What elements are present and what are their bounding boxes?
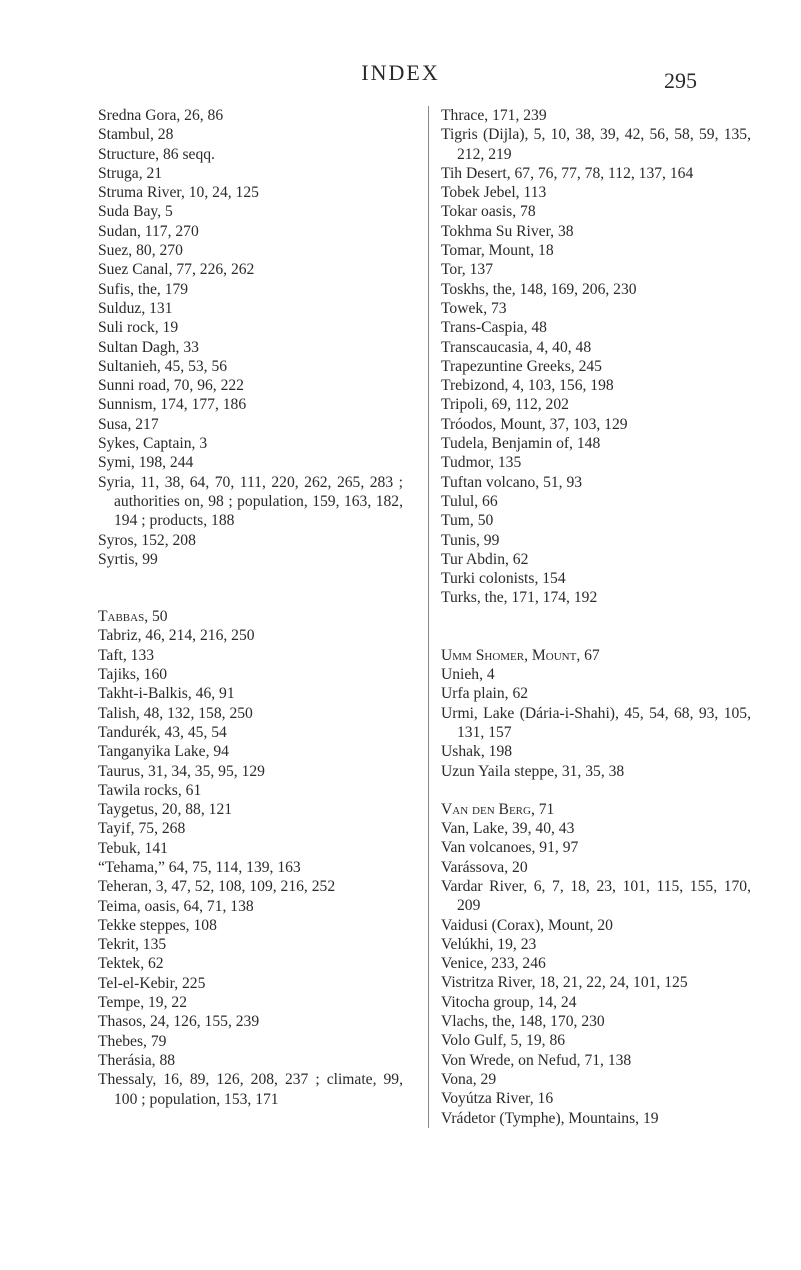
index-entry: Thrace, 171, 239 [441, 107, 547, 124]
index-entry: Urfa plain, 62 [441, 685, 529, 703]
index-entry: Taurus, 31, 34, 35, 95, 129 [98, 762, 265, 780]
index-entry: Structure, 86 seqq. [98, 145, 215, 163]
index-entry: Tayif, 75, 268 [98, 820, 186, 838]
index-entry: Suda Bay, 5 [98, 203, 173, 221]
index-entry: Towek, 73 [441, 299, 507, 317]
index-entry: Tulul, 66 [441, 492, 498, 510]
index-entry: Venice, 233, 246 [441, 955, 546, 973]
section-gap [441, 781, 751, 800]
index-entry: Trans-Caspia, 48 [441, 319, 547, 337]
index-entry: Symi, 198, 244 [98, 454, 194, 472]
index-entry: Tajiks, 160 [98, 666, 168, 684]
index-entry: Tektek, 62 [98, 955, 164, 973]
index-entry: Syria, 11, 38, 64, 70, 111, 220, 262, 265, 283 ; authorities on, 98 ; population, 159, 163, 182, 194 ; products, 188 [98, 473, 403, 530]
index-entry: Tandurék, 43, 45, 54 [98, 723, 227, 741]
index-entry: Vlachs, the, 148, 170, 230 [441, 1013, 605, 1031]
index-entry: Sultanieh, 45, 53, 56 [98, 357, 228, 375]
index-entry: Von Wrede, on Nefud, 71, 138 [441, 1051, 632, 1069]
index-entry: Taft, 133 [98, 646, 155, 664]
index-entry: Taygetus, 20, 88, 121 [98, 801, 233, 819]
index-entry: Sultan Dagh, 33 [98, 338, 199, 356]
index-entry: Tudela, Benjamin of, 148 [441, 435, 601, 453]
index-entry: Tomar, Mount, 18 [441, 242, 554, 260]
index-entry: Vaidusi (Corax), Mount, 20 [441, 916, 613, 934]
index-entry: Suli rock, 19 [98, 319, 179, 337]
section-gap [98, 569, 403, 607]
index-entry: Tabbas, 50 [98, 608, 168, 626]
index-entry: Susa, 217 [98, 415, 159, 433]
index-entry: Umm Shomer, Mount, 67 [441, 646, 600, 664]
index-entry: Toskhs, the, 148, 169, 206, 230 [441, 280, 637, 298]
index-entry: Vistritza River, 18, 21, 22, 24, 101, 125 [441, 974, 688, 992]
index-entry: Sykes, Captain, 3 [98, 435, 208, 453]
index-column-left [98, 106, 403, 1109]
index-entry: Varássova, 20 [441, 858, 528, 876]
page-number: 295 [664, 68, 697, 93]
index-entry: Tokhma Su River, 38 [441, 222, 574, 240]
index-entry: Urmi, Lake (Dária-i-Shahi), 45, 54, 68, 93, 105, 131, 157 [441, 704, 751, 741]
index-entry: Sufis, the, 179 [98, 280, 189, 298]
page-header [0, 60, 801, 100]
index-entry: Struga, 21 [98, 164, 163, 182]
index-entry: Therásia, 88 [98, 1051, 176, 1069]
index-entry: Suez Canal, 77, 226, 262 [98, 261, 255, 279]
index-entry: Thebes, 79 [98, 1032, 167, 1050]
index-entry: “Tehama,” 64, 75, 114, 139, 163 [98, 858, 301, 876]
index-entry: Ushak, 198 [441, 743, 513, 761]
index-entry: Tor, 137 [441, 261, 493, 279]
index-entry: Trapezuntine Greeks, 245 [441, 357, 602, 375]
index-entry: Syros, 152, 208 [98, 531, 196, 549]
index-entry: Talish, 48, 132, 158, 250 [98, 704, 253, 722]
index-entry: Tum, 50 [441, 512, 494, 530]
index-entry: Turks, the, 171, 174, 192 [441, 589, 598, 607]
index-entry: Uzun Yaila steppe, 31, 35, 38 [441, 762, 625, 780]
index-entry: Vitocha group, 14, 24 [441, 993, 577, 1011]
index-entry: Unieh, 4 [441, 666, 495, 684]
index-entry: Syrtis, 99 [98, 550, 158, 568]
index-entry: Thasos, 24, 126, 155, 239 [98, 1013, 260, 1031]
index-entry: Van den Berg, 71 [441, 800, 555, 818]
index-entry: Tebuk, 141 [98, 839, 168, 857]
index-entry: Van volcanoes, 91, 97 [441, 839, 579, 857]
index-entry: Vardar River, 6, 7, 18, 23, 101, 115, 155, 170, 209 [441, 877, 751, 915]
index-entry: Tróodos, Mount, 37, 103, 129 [441, 415, 628, 433]
index-entry: Trebizond, 4, 103, 156, 198 [441, 377, 614, 395]
index-entry: Tripoli, 69, 112, 202 [441, 396, 569, 414]
index-entry: Tudmor, 135 [441, 454, 522, 472]
index-entry: Sunni road, 70, 96, 222 [98, 377, 244, 395]
index-entry: Voyútza River, 16 [441, 1090, 554, 1108]
index-entry: Suez, 80, 270 [98, 242, 183, 260]
index-entry: Struma River, 10, 24, 125 [98, 184, 259, 202]
index-entry: Teima, oasis, 64, 71, 138 [98, 897, 254, 915]
index-entry: Teheran, 3, 47, 52, 108, 109, 216, 252 [98, 878, 336, 896]
index-entry: Vona, 29 [441, 1070, 497, 1088]
index-entry: Tanganyika Lake, 94 [98, 743, 229, 761]
index-entry: Tur Abdin, 62 [441, 550, 529, 568]
index-entry: Stambul, 28 [98, 126, 174, 144]
index-entry: Tunis, 99 [441, 531, 500, 549]
index-entry: Tokar oasis, 78 [441, 203, 536, 221]
index-entry: Vrádetor (Tymphe), Mountains, 19 [441, 1109, 659, 1127]
index-entry: Takht-i-Balkis, 46, 91 [98, 685, 235, 703]
index-entry: Sudan, 117, 270 [98, 222, 199, 240]
index-entry: Tekke steppes, 108 [98, 916, 217, 934]
index-entry: Sredna Gora, 26, 86 [98, 107, 224, 124]
section-gap [441, 608, 751, 646]
index-entry: Van, Lake, 39, 40, 43 [441, 820, 575, 838]
index-entry: Tabriz, 46, 214, 216, 250 [98, 627, 255, 645]
index-entry: Tih Desert, 67, 76, 77, 78, 112, 137, 164 [441, 164, 694, 182]
index-entry: Tuftan volcano, 51, 93 [441, 473, 583, 491]
index-entry: Thessaly, 16, 89, 126, 208, 237 ; climate, 99, 100 ; population, 153, 171 [98, 1071, 403, 1108]
index-entry: Sulduz, 131 [98, 299, 173, 317]
page-title: INDEX [361, 60, 440, 85]
index-entry: Sunnism, 174, 177, 186 [98, 396, 247, 414]
index-entry: Tobek Jebel, 113 [441, 184, 547, 202]
index-entry: Tel-el-Kebir, 225 [98, 974, 206, 992]
index-column-right [428, 106, 751, 1128]
index-entry: Tigris (Dijla), 5, 10, 38, 39, 42, 56, 58, 59, 135, 212, 219 [441, 126, 751, 163]
index-entry: Tawila rocks, 61 [98, 781, 202, 799]
index-entry: Volo Gulf, 5, 19, 86 [441, 1032, 566, 1050]
index-entry: Tekrit, 135 [98, 936, 167, 954]
index-entry: Velúkhi, 19, 23 [441, 935, 537, 953]
index-entry: Transcaucasia, 4, 40, 48 [441, 338, 592, 356]
index-entry: Tempe, 19, 22 [98, 994, 187, 1012]
index-entry: Turki colonists, 154 [441, 570, 566, 588]
